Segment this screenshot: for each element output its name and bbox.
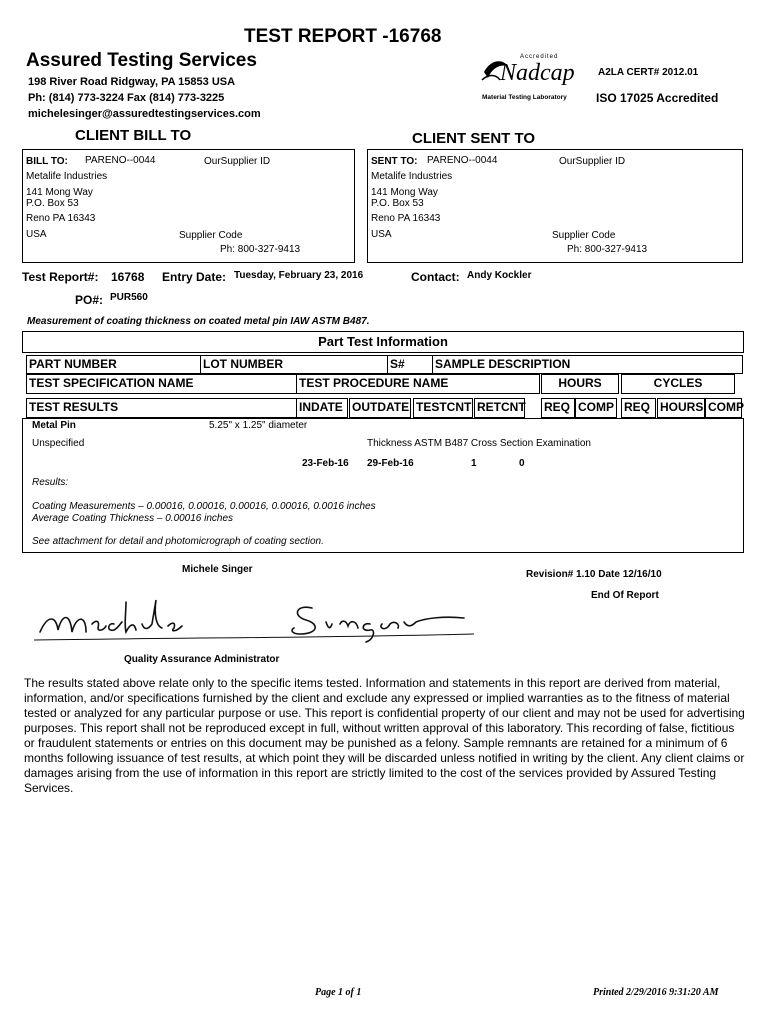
serial-header: S#: [387, 355, 433, 374]
disclaimer: The results stated above relate only to the specific items tested. Information and statements in this report are derived from material, information, and/or specifications furnished by the client and exclude any expressed or implied warranties as to the fitness of material tested or analyzed for any particular purpose or use. This report is confidential property of our client and may not be used for advertising purposes. This report shall not be reproduced except in full, without written approval of this laboratory. This recording of false, fictitious or fraudulent statements or entries on this document may be punished as a felony. Sample remnants are retained for a minimum of 6 months following issuance of test results, at which point they will be discarded unless notified in writing by the client. Any client claims or damages arising from the use of information in this report are strictly limited to the cost of the services provided by Assured Testing Services.: [24, 676, 745, 795]
indate-value: 23-Feb-16: [302, 458, 349, 469]
entry-date: Tuesday, February 23, 2016: [234, 270, 364, 281]
signature-icon: [34, 594, 474, 646]
sent-to-box: SENT TO: PARENO--0044 OurSupplier ID Metalife Industries 141 Mong Way P.O. Box 53 Reno PA 16343 USA Supplier Code Ph: 800-327-9413: [367, 149, 743, 263]
outdate-header: OUTDATE: [349, 398, 411, 418]
indate-header: INDATE: [296, 398, 348, 418]
test-description: Measurement of coating thickness on coated metal pin IAW ASTM B487.: [27, 316, 370, 327]
iso-accreditation: ISO 17025 Accredited: [596, 91, 719, 105]
comp-header-2: COMP: [705, 398, 742, 418]
attachment-note: See attachment for detail and photomicrograph of coating section.: [32, 536, 324, 547]
outdate-value: 29-Feb-16: [367, 458, 414, 469]
req-header-2: REQ: [621, 398, 656, 418]
signer-role: Quality Assurance Administrator: [124, 654, 280, 665]
testcnt-header: TESTCNT: [413, 398, 473, 418]
report-number-label: Test Report#:: [22, 270, 99, 284]
test-spec-header: TEST SPECIFICATION NAME: [26, 374, 297, 394]
contact-label: Contact:: [411, 270, 460, 284]
report-number: 16768: [111, 270, 145, 284]
test-procedure-header: TEST PROCEDURE NAME: [296, 374, 540, 394]
bill-to-heading: CLIENT BILL TO: [75, 127, 192, 144]
spec-value: Unspecified: [32, 438, 85, 449]
average-coating: Average Coating Thickness – 0.00016 inches: [32, 513, 234, 524]
coating-measurements: Coating Measurements – 0.00016, 0.00016, 0.00016, 0.00016, 0.0016 inches: [32, 501, 376, 512]
results-box: [22, 418, 744, 553]
po-number: PUR560: [110, 292, 148, 303]
nadcap-logo: Accredited Nadcap Material Testing Laboratory: [478, 50, 588, 104]
a2la-cert: A2LA CERT# 2012.01: [598, 67, 699, 78]
po-label: PO#:: [75, 293, 104, 307]
signature: [34, 594, 474, 646]
test-results-header: TEST RESULTS: [26, 398, 297, 418]
end-of-report: End Of Report: [591, 590, 659, 601]
company-email: michelesinger@assuredtestingservices.com: [28, 108, 261, 120]
retcnt-header: RETCNT: [474, 398, 525, 418]
bill-to-box: BILL TO: PARENO--0044 OurSupplier ID Metalife Industries 141 Mong Way P.O. Box 53 Reno PA 16343 USA Supplier Code Ph: 800-327-9413: [22, 149, 355, 263]
company-name: Assured Testing Services: [26, 50, 257, 71]
sent-to-heading: CLIENT SENT TO: [412, 130, 536, 147]
part-name: Metal Pin: [32, 420, 76, 431]
signer-name: Michele Singer: [182, 564, 253, 575]
report-title: TEST REPORT -16768: [244, 26, 442, 47]
retcnt-value: 0: [519, 458, 525, 469]
sample-description-header: SAMPLE DESCRIPTION: [432, 355, 743, 374]
procedure-value: Thickness ASTM B487 Cross Section Examination: [367, 438, 591, 449]
req-header: REQ: [541, 398, 575, 418]
testcnt-value: 1: [471, 458, 477, 469]
company-address: 198 River Road Ridgway, PA 15853 USA: [28, 76, 236, 88]
results-label: Results:: [32, 477, 69, 488]
lot-number-header: LOT NUMBER: [200, 355, 388, 374]
company-phone: Ph: (814) 773-3224 Fax (814) 773-3225: [28, 92, 225, 104]
cycles-header: CYCLES: [621, 374, 735, 394]
entry-date-label: Entry Date:: [162, 270, 227, 284]
sample-size: 5.25" x 1.25" diameter: [209, 420, 308, 431]
revision: Revision# 1.10 Date 12/16/10: [526, 569, 662, 580]
contact-name: Andy Kockler: [467, 270, 532, 281]
hours-header-2: HOURS: [657, 398, 705, 418]
part-info-title-bar: Part Test Information: [22, 331, 744, 353]
hours-header: HOURS: [541, 374, 619, 394]
printed-timestamp: Printed 2/29/2016 9:31:20 AM: [593, 987, 719, 998]
page-number: Page 1 of 1: [315, 987, 362, 998]
comp-header: COMP: [575, 398, 617, 418]
part-number-header: PART NUMBER: [26, 355, 201, 374]
